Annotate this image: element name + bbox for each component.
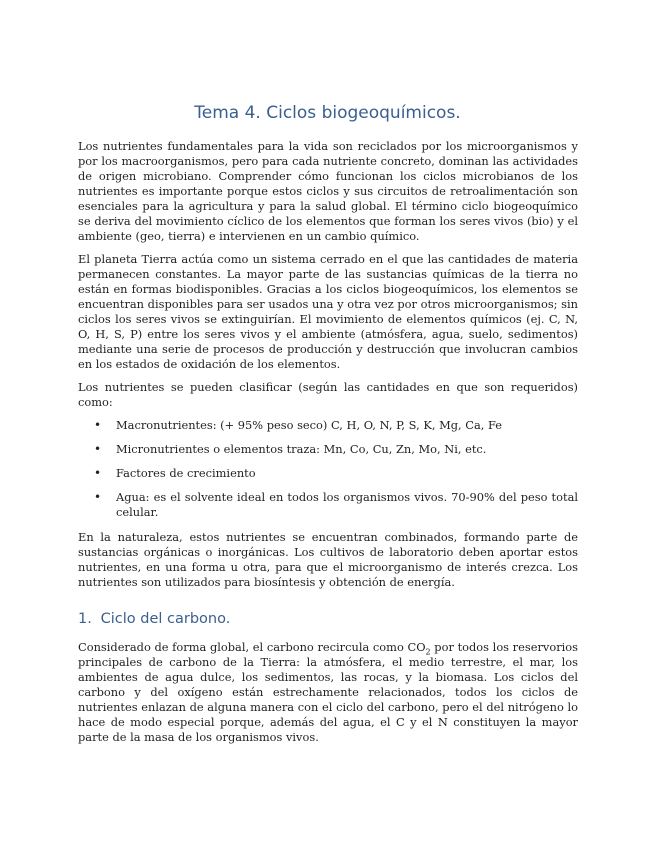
list-item-text: Macronutrientes: (+ 95% peso seco) C, H, O, N, P, S, K, Mg, Ca, Fe xyxy=(116,418,503,432)
list-item xyxy=(94,466,578,481)
co2-subscript: 2 xyxy=(425,647,431,657)
classification-paragraph: Los nutrientes se pueden clasificar (según las cantidades en que son requeridos) como: xyxy=(78,380,578,409)
list-item xyxy=(94,490,578,520)
earth-system-paragraph: El planeta Tierra actúa como un sistema cerrado en el que las cantidades de materia permanecen constantes. La mayor parte de las sustancias químicas de la tierra no están en formas biodisponibles. Gracias a los ciclos biogeoquímicos, los elementos se encuentran disponibles para ser usados una y otra vez por otros microorganismos; sin ciclos los seres vivos se extinguirían. El movimiento de elementos químicos (ej. C, N, O, H, S, P) entre los seres vivos y el ambiente (atmósfera, agua, suelo, sedimentos) mediante una serie de procesos de producción y destrucción que involucran cambios en los estados de oxidación de los elementos. xyxy=(78,252,578,371)
list-item xyxy=(94,442,578,457)
bullet-icon: • xyxy=(94,490,102,504)
closing-paragraph: En la naturaleza, estos nutrientes se encuentran combinados, formando parte de sustancias orgánicas o inorgánicas. Los cultivos de laboratorio deben aportar estos nutrientes, en una forma u otra, para que el microorganismo de interés crezca. Los nutrientes son utilizados para biosíntesis y obtención de energía. xyxy=(78,530,578,589)
list-item xyxy=(94,418,578,433)
bullet-icon: • xyxy=(94,442,102,456)
section-heading xyxy=(78,612,578,627)
bullet-icon: • xyxy=(94,418,102,432)
nutrient-list xyxy=(78,418,578,520)
list-item-text: Agua: es el solvente ideal en todos los organismos vivos. 70-90% del peso total celular. xyxy=(116,490,578,519)
section-number: 1. xyxy=(78,611,92,627)
carbon-text-start: Considerado de forma global, el carbono recircula como CO xyxy=(78,640,426,654)
carbon-text-end: por todos los reservorios principales de carbono de la Tierra: la atmósfera, el medio terrestre, el mar, los ambientes de agua dulce, los sedimentos, las rocas, y la biomasa. Los ciclos del carbono y del oxígeno están estrechamente relacionados, todos los ciclos de nutrientes enlazan de alguna manera con el ciclo del carbono, pero el del nitrógeno lo hace de modo especial porque, además del agua, el C y el N constituyen la mayor parte de la masa de los organismos vivos. xyxy=(78,640,578,744)
list-item-text: Factores de crecimiento xyxy=(116,466,256,480)
document-body xyxy=(78,139,578,753)
intro-paragraph: Los nutrientes fundamentales para la vida son reciclados por los microorganismos y por los macroorganismos, pero para cada nutriente concreto, dominan las actividades de origen microbiano. Comprender cómo funcionan los ciclos microbianos de los nutrientes es importante porque estos ciclos y sus circuitos de retroalimentación son esenciales para la agricultura y para la salud global. El término ciclo biogeoquímico se deriva del movimiento cíclico de los elementos que forman los seres vivos (bio) y el ambiente (geo, tierra) e intervienen en un cambio químico. xyxy=(78,139,578,243)
bullet-icon: • xyxy=(94,466,102,480)
page-title: Tema 4. Ciclos biogeoquímicos. xyxy=(194,103,461,123)
section-title: Ciclo del carbono. xyxy=(100,611,231,627)
carbon-cycle-paragraph xyxy=(78,640,578,745)
list-item-text: Micronutrientes o elementos traza: Mn, Co, Cu, Zn, Mo, Ni, etc. xyxy=(116,442,487,456)
